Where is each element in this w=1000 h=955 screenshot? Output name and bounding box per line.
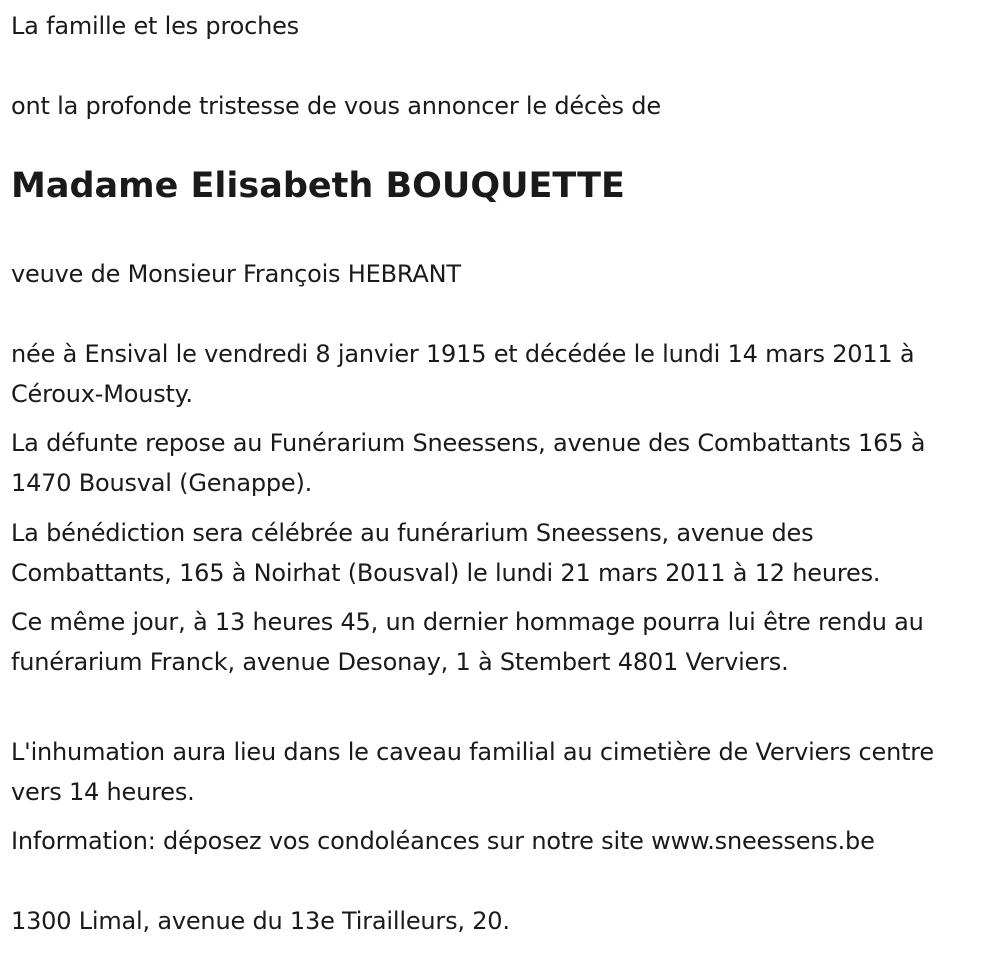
- burial-text: L'inhumation aura lieu dans le caveau familial au cimetière de Verviers centre vers 14 heures.: [11, 738, 935, 806]
- blessing-text: La bénédiction sera célébrée au funérarium Sneessens, avenue des Combattants, 165 à Noirhat (Bousval) le lundi 21 mars 2011 à 12 heures.: [11, 519, 881, 587]
- spouse-text: veuve de Monsieur François HEBRANT: [11, 260, 461, 288]
- information-text: Information: déposez vos condoléances sur notre site www.sneessens.be: [11, 827, 875, 855]
- birth-death-text: née à Ensival le vendredi 8 janvier 1915 et décédée le lundi 14 mars 2011 à Céroux-Mousty.: [11, 340, 915, 408]
- intro-text: La famille et les proches: [11, 12, 299, 40]
- deceased-name: Madame Elisabeth BOUQUETTE: [11, 166, 625, 206]
- announcement-text: ont la profonde tristesse de vous annoncer le décès de: [11, 92, 661, 120]
- hommage-text: Ce même jour, à 13 heures 45, un dernier hommage pourra lui être rendu au funérarium Franck, avenue Desonay, 1 à Stembert 4801 Verviers.: [11, 608, 924, 676]
- address-text: 1300 Limal, avenue du 13e Tirailleurs, 20.: [11, 907, 510, 935]
- repose-text: La défunte repose au Funérarium Sneessens, avenue des Combattants 165 à 1470 Bousval (Genappe).: [11, 429, 926, 497]
